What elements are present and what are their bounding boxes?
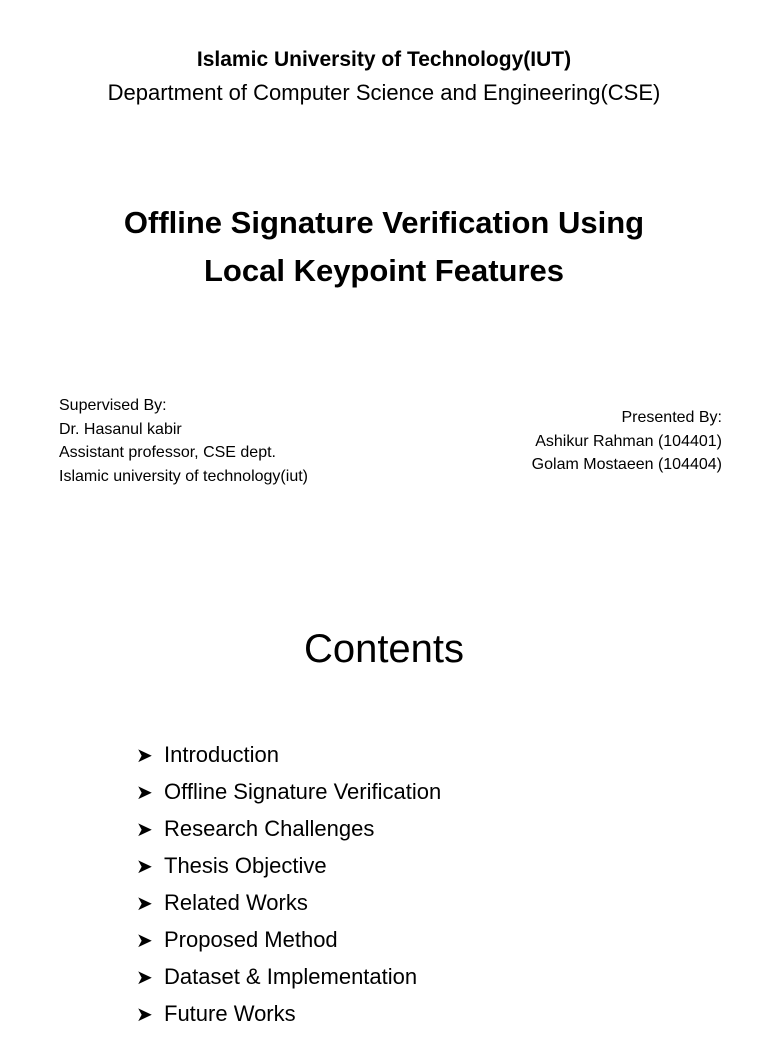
presenters-block (532, 406, 722, 477)
contents-list (136, 741, 441, 1037)
supervisor-designation: Assistant professor, CSE dept. (59, 444, 276, 461)
arrow-bullet-icon: ➤ (136, 967, 153, 989)
supervisor-block (59, 394, 308, 488)
presenter-2: Golam Mostaeen (104404) (531, 456, 722, 473)
department-name: Department of Computer Science and Engineering(CSE) (107, 80, 661, 105)
list-item-label: Research Challenges (164, 816, 375, 841)
presenter-1: Ashikur Rahman (104401) (535, 432, 722, 450)
arrow-bullet-icon: ➤ (136, 856, 153, 878)
thesis-title (0, 199, 768, 295)
list-item-label: Future Works (164, 1001, 296, 1026)
list-item (136, 778, 441, 815)
contents-heading: Contents (303, 627, 465, 671)
arrow-bullet-icon: ➤ (136, 745, 153, 767)
arrow-bullet-icon: ➤ (136, 930, 153, 952)
supervisor-institution: Islamic university of technology(iut) (59, 467, 308, 485)
list-item (136, 926, 441, 963)
list-item (136, 741, 441, 778)
list-item (136, 963, 441, 1000)
list-item-label: Dataset & Implementation (164, 964, 418, 989)
list-item (136, 852, 441, 889)
supervisor-name: Dr. Hasanul kabir (59, 420, 182, 438)
list-item (136, 889, 441, 926)
university-name: Islamic University of Technology(IUT) (196, 48, 572, 71)
list-item-label: Related Works (164, 890, 308, 915)
presenters-heading: Presented By: (621, 409, 722, 426)
list-item-label: Introduction (164, 742, 279, 767)
arrow-bullet-icon: ➤ (136, 893, 153, 915)
list-item-label: Offline Signature Verification (164, 779, 442, 804)
supervisor-heading: Supervised By: (59, 397, 167, 414)
thesis-title-line-1: Offline Signature Verification Using (123, 205, 645, 240)
arrow-bullet-icon: ➤ (136, 819, 153, 841)
list-item-label: Proposed Method (164, 927, 338, 952)
list-item (136, 1000, 441, 1037)
list-item-label: Thesis Objective (164, 853, 327, 878)
arrow-bullet-icon: ➤ (136, 1004, 153, 1026)
arrow-bullet-icon: ➤ (136, 782, 153, 804)
thesis-title-line-2: Local Keypoint Features (203, 253, 565, 288)
list-item (136, 815, 441, 852)
